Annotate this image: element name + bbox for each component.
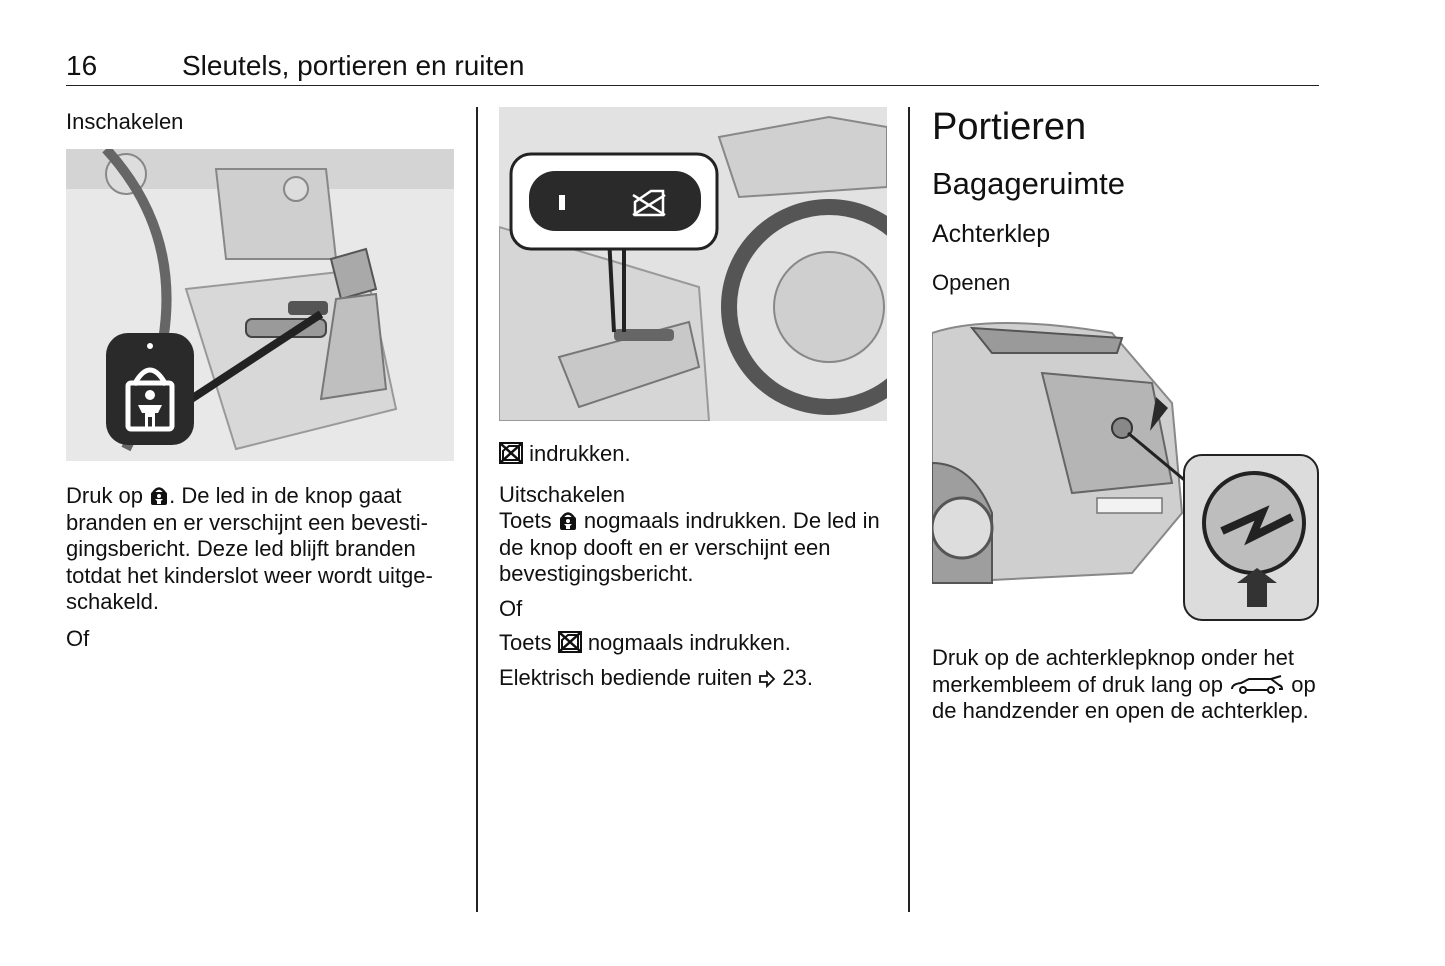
illustration-child-lock-button — [66, 149, 454, 461]
window-lock-icon — [499, 442, 523, 464]
column-divider — [908, 107, 910, 912]
illustration-tailgate-button — [932, 313, 1320, 623]
paragraph-or: Of — [499, 595, 523, 621]
section-heading-uitschakelen: Uitschakelen — [499, 481, 625, 507]
child-lock-icon — [558, 509, 578, 531]
xref-arrow-icon — [758, 670, 776, 688]
page-header — [66, 50, 1319, 86]
heading-achterklep: Achterklep — [932, 220, 1051, 248]
heading-openen: Openen — [932, 270, 1011, 295]
window-lock-icon — [558, 631, 582, 653]
heading-bagageruimte: Bagageruimte — [932, 166, 1126, 201]
paragraph-uitschakelen: Toets nogmaals indrukken. De led in de knop dooft en er verschijnt een bevestigingsbericht. — [499, 508, 880, 586]
tailgate-icon — [1229, 675, 1285, 695]
chapter-title: Sleutels, portieren en ruiten — [182, 50, 525, 81]
paragraph-window-lock-again: Toets nogmaals indrukken. — [499, 630, 791, 655]
paragraph-openen: Druk op de achterklepknop onder het merkembleem of druk lang op op de handzender en open de achterklep. — [932, 645, 1316, 723]
paragraph-or: Of — [66, 625, 90, 651]
heading-portieren: Portieren — [932, 106, 1087, 148]
paragraph-inschakelen: Druk op . De led in de knop gaat branden en er verschijnt een bevestigingsbericht. Deze led blijft branden totdat het kinderslot weer wordt uitgeschakeld. — [66, 483, 433, 614]
paragraph-press-window-lock: indrukken. — [499, 441, 889, 468]
cross-reference[interactable]: Elektrisch bediende ruiten 23. — [499, 664, 813, 690]
column-divider — [476, 107, 478, 912]
child-lock-icon — [149, 484, 169, 506]
illustration-window-lock-button — [499, 107, 887, 421]
section-heading-inschakelen: Inschakelen — [66, 109, 184, 134]
page-number: 16 — [66, 50, 98, 81]
